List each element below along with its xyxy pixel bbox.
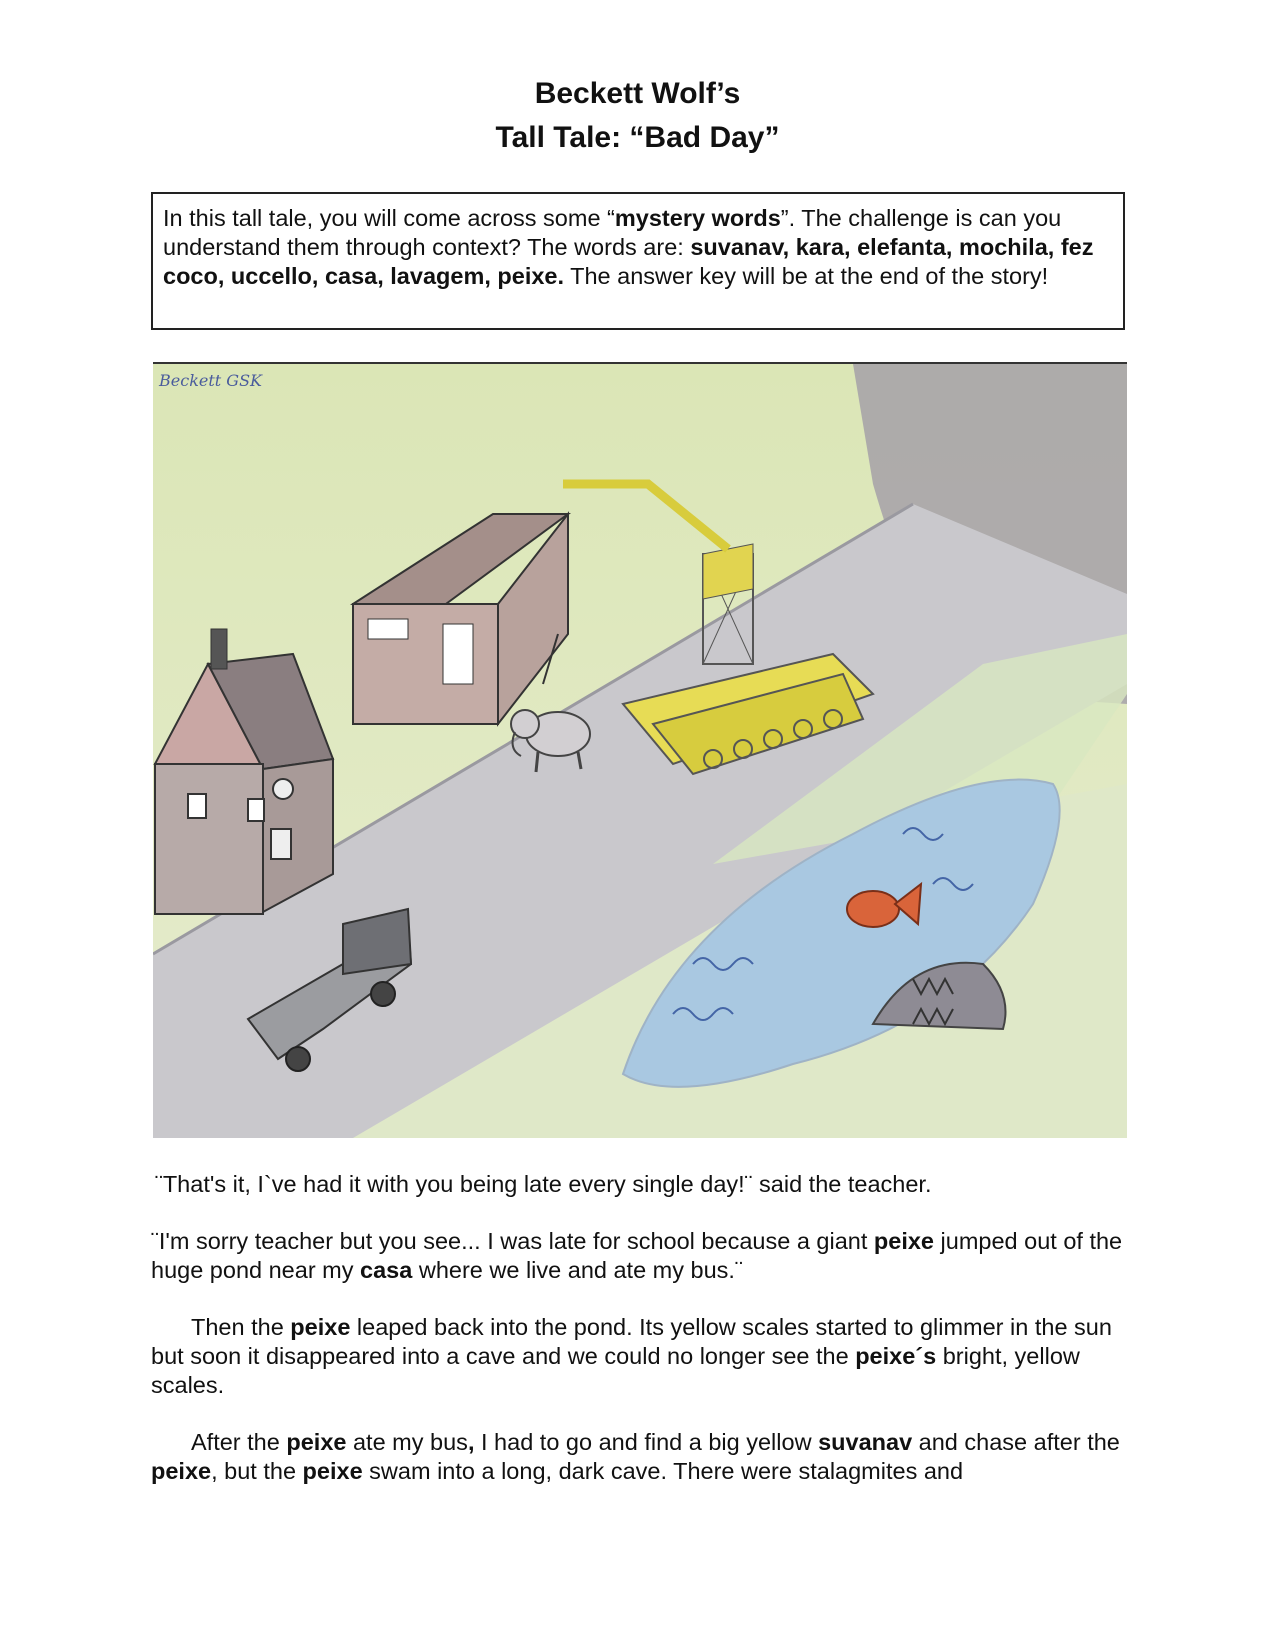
- story-text: bright, yellow scales.: [151, 1343, 1080, 1398]
- bold-comma: ,: [467, 1429, 475, 1455]
- story-text: where we live and ate my bus.¨: [412, 1257, 743, 1283]
- story-illustration: [153, 362, 1127, 1138]
- intro-text: In this tall tale, you will come across some “: [163, 205, 615, 231]
- story-title: Tall Tale: “Bad Day”: [495, 121, 780, 154]
- crayon-drawing: [153, 364, 1127, 1138]
- mystery-word: peixe: [151, 1458, 212, 1484]
- mystery-word: casa: [360, 1257, 413, 1283]
- story-text: After the: [191, 1429, 287, 1455]
- mystery-words-intro-box: [151, 192, 1125, 330]
- fish-drawing: [847, 891, 899, 927]
- intro-mystery-words-label: mystery words: [614, 205, 781, 231]
- story-author-title: Beckett Wolf’s: [534, 77, 741, 110]
- story-paragraph-2: [151, 1227, 1131, 1285]
- mystery-word: peixe´s: [855, 1343, 937, 1369]
- artist-signature: Beckett GSK: [159, 371, 262, 390]
- story-text: swam into a long, dark cave. There were stalagmites and: [362, 1458, 964, 1484]
- intro-text: ”. The challenge is can you understand them through context? The words are:: [163, 205, 1062, 260]
- story-text: leaped back into the pond. Its yellow scales started to glimmer in the sun but soon it disappeared into a cave and we could no longer see the: [151, 1314, 1112, 1369]
- story-text: jumped out of the huge pond near my: [151, 1228, 1123, 1283]
- story-text: and chase after the: [912, 1429, 1120, 1455]
- story-paragraph-1: ¨That's it, I`ve had it with you being late every single day!¨ said the teacher.: [155, 1171, 932, 1197]
- story-paragraph-4: [151, 1428, 1131, 1486]
- mystery-word: peixe: [286, 1429, 347, 1455]
- story-text: Then the: [191, 1314, 291, 1340]
- mystery-word: peixe: [302, 1458, 363, 1484]
- mystery-word: peixe: [290, 1314, 351, 1340]
- mystery-word: suvanav: [818, 1429, 913, 1455]
- story-paragraph-3: [151, 1313, 1131, 1400]
- story-text: ¨I'm sorry teacher but you see... I was late for school because a giant: [151, 1228, 874, 1254]
- story-text: , but the: [211, 1458, 303, 1484]
- story-text: I had to go and find a big yellow: [474, 1429, 819, 1455]
- mystery-word: peixe: [873, 1228, 934, 1254]
- intro-word-list: suvanav, kara, elefanta, mochila, fez coco, uccello, casa, lavagem, peixe.: [163, 234, 1094, 289]
- intro-text: The answer key will be at the end of the story!: [564, 263, 1049, 289]
- story-text: ate my bus: [346, 1429, 468, 1455]
